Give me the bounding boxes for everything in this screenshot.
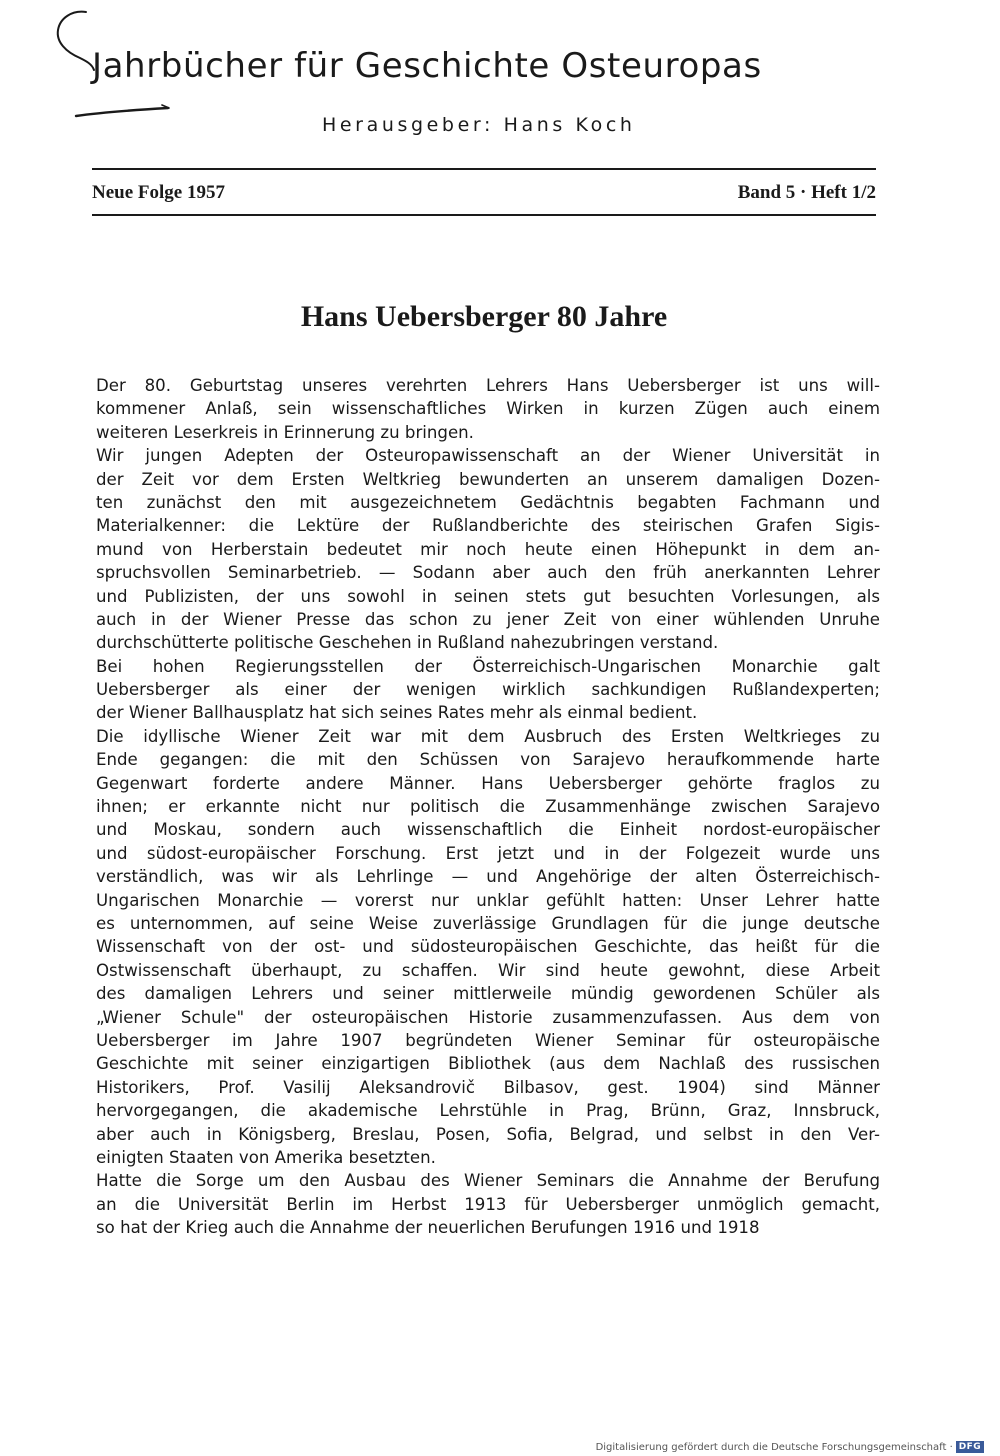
text-line: Die idyllische Wiener Zeit war mit dem Ausbruch des Ersten Weltkrieges zu — [96, 726, 880, 746]
article-paragraph — [96, 444, 880, 655]
text-line: Materialkenner: die Lektüre der Rußlandberichte des steirischen Grafen Sigis- — [96, 516, 880, 536]
text-line: Der 80. Geburtstag unseres verehrten Lehrers Hans Uebersberger ist uns will- — [96, 376, 880, 395]
text-line: Historikers, Prof. Vasilij Aleksandrovič Bilbasov, gest. 1904) sind Männer — [96, 1077, 880, 1097]
journal-title: Jahrbücher für Geschichte Osteuropas — [92, 46, 762, 86]
text-line: und Publizisten, der uns sowohl in seinen stets gut besuchten Vorlesungen, als — [96, 586, 880, 606]
series-line — [92, 182, 876, 208]
text-line: Uebersberger im Jahre 1907 begründeten Wiener Seminar für osteuropäische — [96, 1030, 880, 1050]
editor-line: Herausgeber: Hans Koch — [322, 114, 636, 136]
text-line: mund von Herberstain bedeutet mir noch heute einen Höhepunkt in dem an- — [96, 539, 880, 559]
dfg-logo: DFG — [956, 1441, 984, 1453]
header-rule-bottom — [92, 214, 876, 216]
volume-issue: Band 5 · Heft 1/2 — [737, 182, 876, 203]
text-line: „Wiener Schule" der osteuropäischen Historie zusammenzufassen. Aus dem von — [96, 1007, 880, 1027]
text-line: Wissenschaft von der ost- und südosteuropäischen Geschichte, das heißt für die — [96, 937, 880, 957]
footer-text: Digitalisierung gefördert durch die Deutsche Forschungsgemeinschaft · — [595, 1441, 953, 1453]
text-line: kommener Anlaß, sein wissenschaftliches Wirken in kurzen Zügen auch einem — [96, 399, 880, 419]
text-line: ihnen; er erkannte nicht nur politisch die Zusammenhänge zwischen Sarajevo — [96, 797, 880, 817]
article-paragraph — [96, 1169, 880, 1239]
text-line: und Moskau, sondern auch wissenschaftlich die Einheit nordost-europäischer — [96, 820, 880, 840]
article-title: Hans Uebersberger 80 Jahre — [300, 300, 668, 333]
text-line: so hat der Krieg auch die Annahme der neuerlichen Berufungen 1916 und 1918 — [96, 1218, 760, 1238]
text-line: an die Universität Berlin im Herbst 1913 für Uebersberger unmöglich gemacht, — [96, 1194, 880, 1214]
text-line: einigten Staaten von Amerika besetzten. — [96, 1147, 436, 1167]
text-line: der Zeit vor dem Ersten Weltkrieg bewunderten an unserem damaligen Dozen- — [96, 469, 880, 489]
text-line: Ostwissenschaft überhaupt, zu schaffen. Wir sind heute gewohnt, diese Arbeit — [96, 960, 880, 980]
text-line: des damaligen Lehrers und seiner mittlerweile mündig gewordenen Schüler als — [96, 984, 880, 1004]
text-line: durchschütterte politische Geschehen in Rußland nahezubringen verstand. — [96, 633, 719, 653]
header-rule-top — [92, 168, 876, 170]
text-line: hervorgegangen, die akademische Lehrstühle in Prag, Brünn, Graz, Innsbruck, — [96, 1101, 880, 1121]
handwritten-underline-mark — [74, 104, 174, 124]
digitization-footer — [596, 1440, 984, 1454]
text-line: Gegenwart forderte andere Männer. Hans Uebersberger gehörte fraglos zu — [96, 773, 880, 793]
text-line: es unternommen, auf seine Weise zuverlässige Grundlagen für die junge deutsche — [96, 913, 880, 933]
text-line: Uebersberger als einer der wenigen wirklich sachkundigen Rußlandexperten; — [96, 680, 880, 700]
article-paragraph — [96, 655, 880, 725]
article-paragraph — [96, 374, 880, 444]
text-line: Geschichte mit seiner einzigartigen Bibliothek (aus dem Nachlaß des russischen — [96, 1054, 880, 1074]
text-line: Ungarischen Monarchie — vorerst nur unklar gefühlt hatten: Unser Lehrer hatte — [96, 890, 880, 910]
article-paragraph — [96, 725, 880, 1169]
text-line: aber auch in Königsberg, Breslau, Posen, Sofia, Belgrad, und selbst in den Ver- — [96, 1124, 880, 1144]
text-line: auch in der Wiener Presse das schon zu jener Zeit von einer wühlenden Unruhe — [96, 609, 880, 629]
text-line: weiteren Leserkreis in Erinnerung zu bringen. — [96, 422, 474, 442]
series-year: Neue Folge 1957 — [92, 182, 225, 203]
text-line: und südost-europäischer Forschung. Erst jetzt und in der Folgezeit wurde uns — [96, 843, 880, 863]
text-line: Wir jungen Adepten der Osteuropawissenschaft an der Wiener Universität in — [96, 446, 880, 466]
text-line: ten zunächst den mit ausgezeichnetem Gedächtnis begabten Fachmann und — [96, 492, 880, 512]
text-line: spruchsvollen Seminarbetrieb. — Sodann aber auch den früh anerkannten Lehrer — [96, 563, 880, 583]
text-line: Ende gegangen: die mit den Schüssen von Sarajevo heraufkommende harte — [96, 750, 880, 770]
text-line: der Wiener Ballhausplatz hat sich seines Rates mehr als einmal bedient. — [96, 703, 698, 723]
article-body — [96, 374, 880, 1239]
text-line: verständlich, was wir als Lehrlinge — und Angehörige der alten Österreichisch- — [96, 867, 880, 887]
text-line: Hatte die Sorge um den Ausbau des Wiener Seminars die Annahme der Berufung — [96, 1171, 880, 1191]
text-line: Bei hohen Regierungsstellen der Österreichisch-Ungarischen Monarchie galt — [96, 656, 880, 676]
